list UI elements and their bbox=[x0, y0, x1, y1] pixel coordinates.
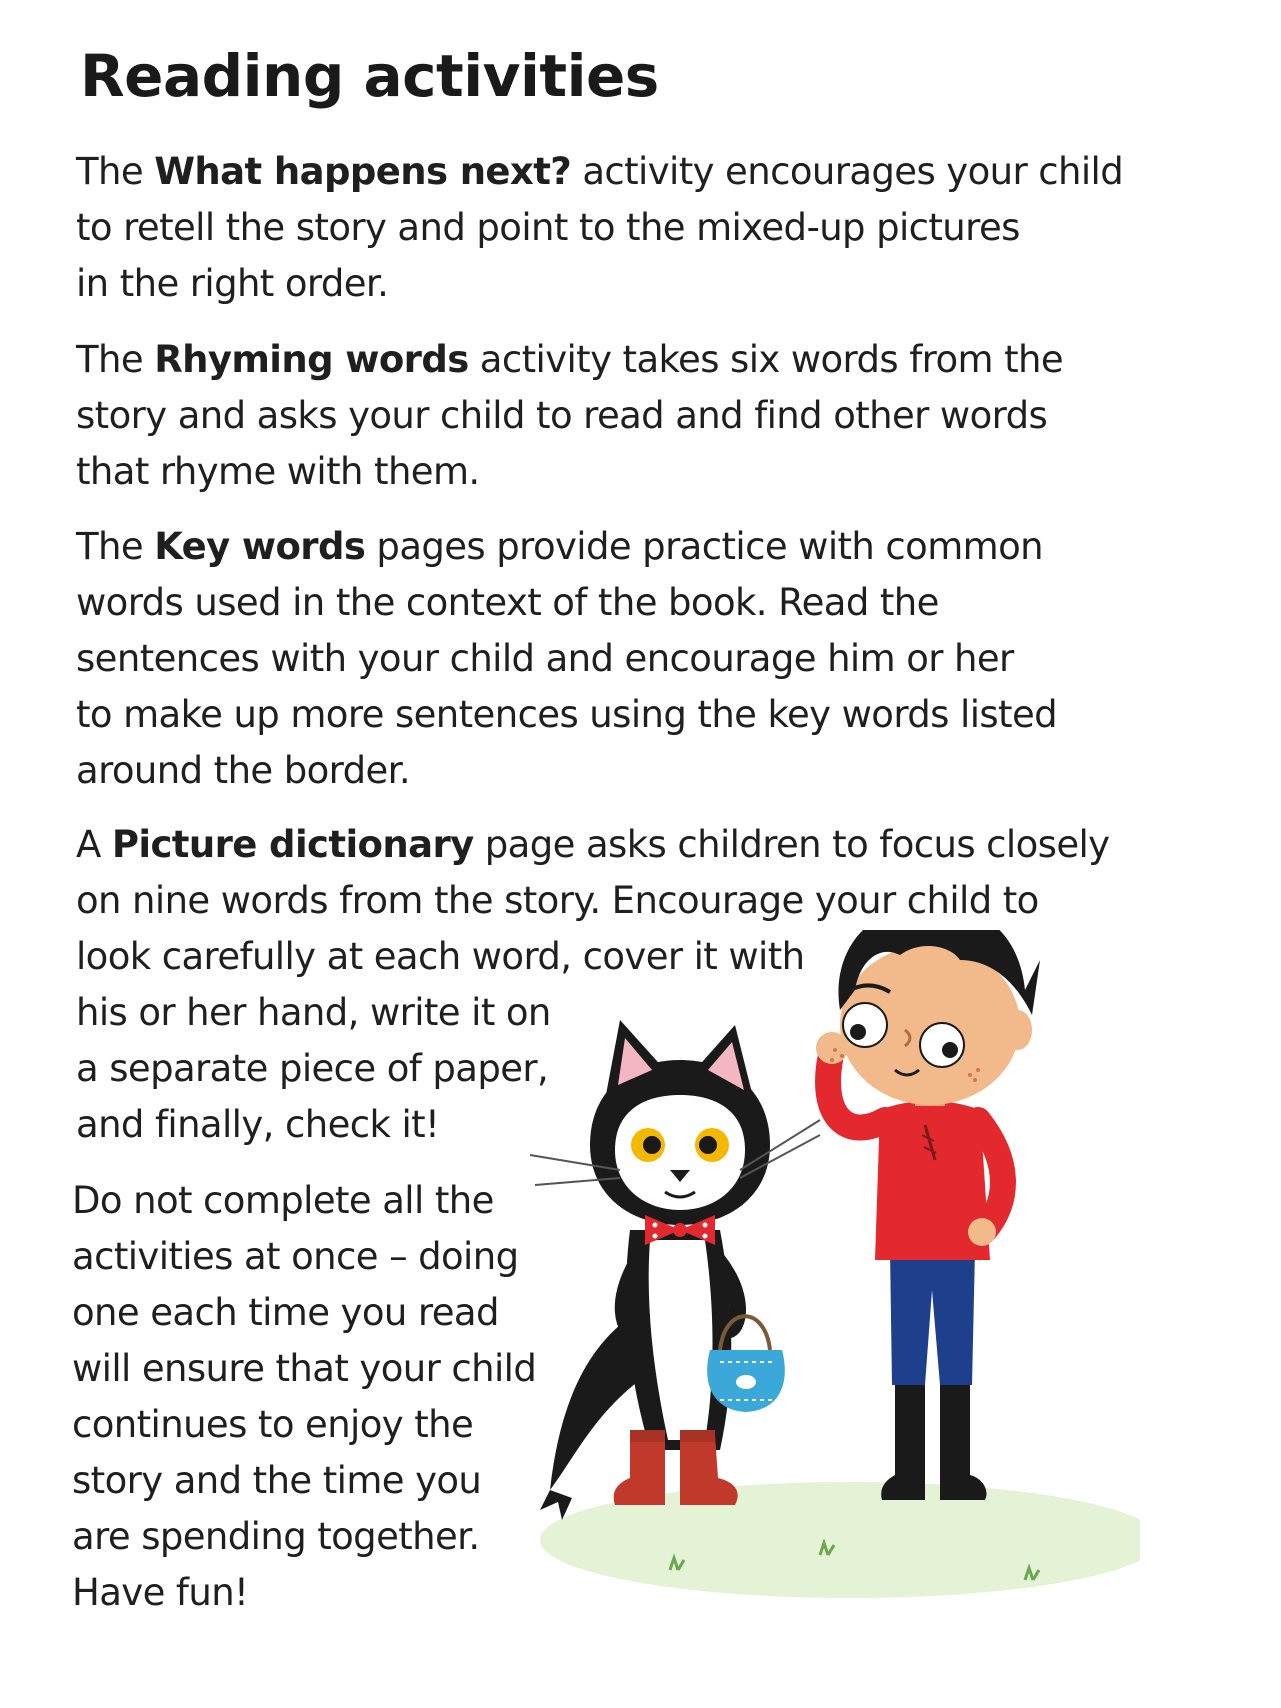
text-segment: The bbox=[76, 525, 155, 568]
cat-boot-left bbox=[614, 1435, 665, 1505]
text-line bbox=[72, 1173, 536, 1229]
text-segment: story and the time you bbox=[72, 1459, 482, 1502]
text-line bbox=[72, 1397, 536, 1453]
paragraph-what-happens-next bbox=[76, 144, 1123, 312]
text-line bbox=[76, 873, 1109, 929]
text-segment: a separate piece of paper, bbox=[76, 1047, 549, 1090]
text-segment: activity takes six words from the bbox=[468, 338, 1064, 381]
text-segment: one each time you read bbox=[72, 1291, 499, 1334]
text-line bbox=[76, 519, 1057, 575]
text-segment: that rhyme with them. bbox=[76, 450, 480, 493]
text-segment: will ensure that your child bbox=[72, 1347, 537, 1390]
text-segment: activities at once – doing bbox=[72, 1235, 519, 1278]
activity-name: Picture dictionary bbox=[111, 823, 474, 866]
text-line bbox=[72, 1509, 536, 1565]
activity-name: What happens next? bbox=[154, 150, 572, 193]
text-segment: his or her hand, write it on bbox=[76, 991, 551, 1034]
text-segment: Have fun! bbox=[72, 1571, 249, 1614]
boy-trousers bbox=[890, 1250, 975, 1385]
text-line bbox=[76, 444, 1063, 500]
boy-boot-left bbox=[881, 1380, 925, 1500]
text-line bbox=[76, 687, 1057, 743]
text-line bbox=[76, 575, 1057, 631]
text-line bbox=[76, 743, 1057, 799]
cat-figure bbox=[530, 1020, 820, 1520]
boy-and-cat-illustration bbox=[520, 930, 1140, 1620]
text-segment: Do not complete all the bbox=[72, 1179, 494, 1222]
text-segment: on nine words from the story. Encourage your child to bbox=[76, 879, 1039, 922]
text-segment: words used in the context of the book. Read the bbox=[76, 581, 939, 624]
text-line bbox=[76, 631, 1057, 687]
text-line bbox=[72, 1565, 536, 1621]
text-segment: are spending together. bbox=[72, 1515, 480, 1558]
text-segment: to retell the story and point to the mixed-up pictures bbox=[76, 206, 1020, 249]
boy-eye-right bbox=[920, 1023, 964, 1067]
text-line bbox=[76, 256, 1123, 312]
boy-boot-right bbox=[940, 1380, 987, 1500]
text-segment: look carefully at each word, cover it with bbox=[76, 935, 805, 978]
text-segment: and finally, check it! bbox=[76, 1103, 440, 1146]
text-segment: around the border. bbox=[76, 749, 411, 792]
paragraph-rhyming-words bbox=[76, 332, 1063, 500]
text-segment: continues to enjoy the bbox=[72, 1403, 474, 1446]
paragraph-closing-advice bbox=[72, 1173, 536, 1621]
text-line bbox=[76, 388, 1063, 444]
text-segment: story and asks your child to read and find other words bbox=[76, 394, 1048, 437]
text-segment: The bbox=[76, 150, 155, 193]
text-line bbox=[72, 1285, 536, 1341]
text-segment: to make up more sentences using the key words listed bbox=[76, 693, 1058, 736]
text-segment: sentences with your child and encourage him or her bbox=[76, 637, 1014, 680]
text-line bbox=[72, 1453, 536, 1509]
text-line bbox=[76, 817, 1109, 873]
cat-boot-right bbox=[680, 1435, 738, 1505]
paragraph-key-words bbox=[76, 519, 1057, 799]
boy-figure bbox=[816, 930, 1040, 1500]
text-segment: A bbox=[76, 823, 112, 866]
text-segment: page asks children to focus closely bbox=[473, 823, 1110, 866]
text-segment: pages provide practice with common bbox=[365, 525, 1043, 568]
text-line bbox=[72, 1229, 536, 1285]
activity-name: Rhyming words bbox=[154, 338, 469, 381]
text-line bbox=[72, 1341, 536, 1397]
boy-eye-left bbox=[843, 1003, 887, 1047]
text-segment: The bbox=[76, 338, 155, 381]
text-line bbox=[76, 332, 1063, 388]
page-title: Reading activities bbox=[80, 42, 659, 110]
activity-name: Key words bbox=[154, 525, 366, 568]
text-segment: in the right order. bbox=[76, 262, 389, 305]
text-line bbox=[76, 144, 1123, 200]
text-segment: activity encourages your child bbox=[571, 150, 1124, 193]
text-line bbox=[76, 200, 1123, 256]
